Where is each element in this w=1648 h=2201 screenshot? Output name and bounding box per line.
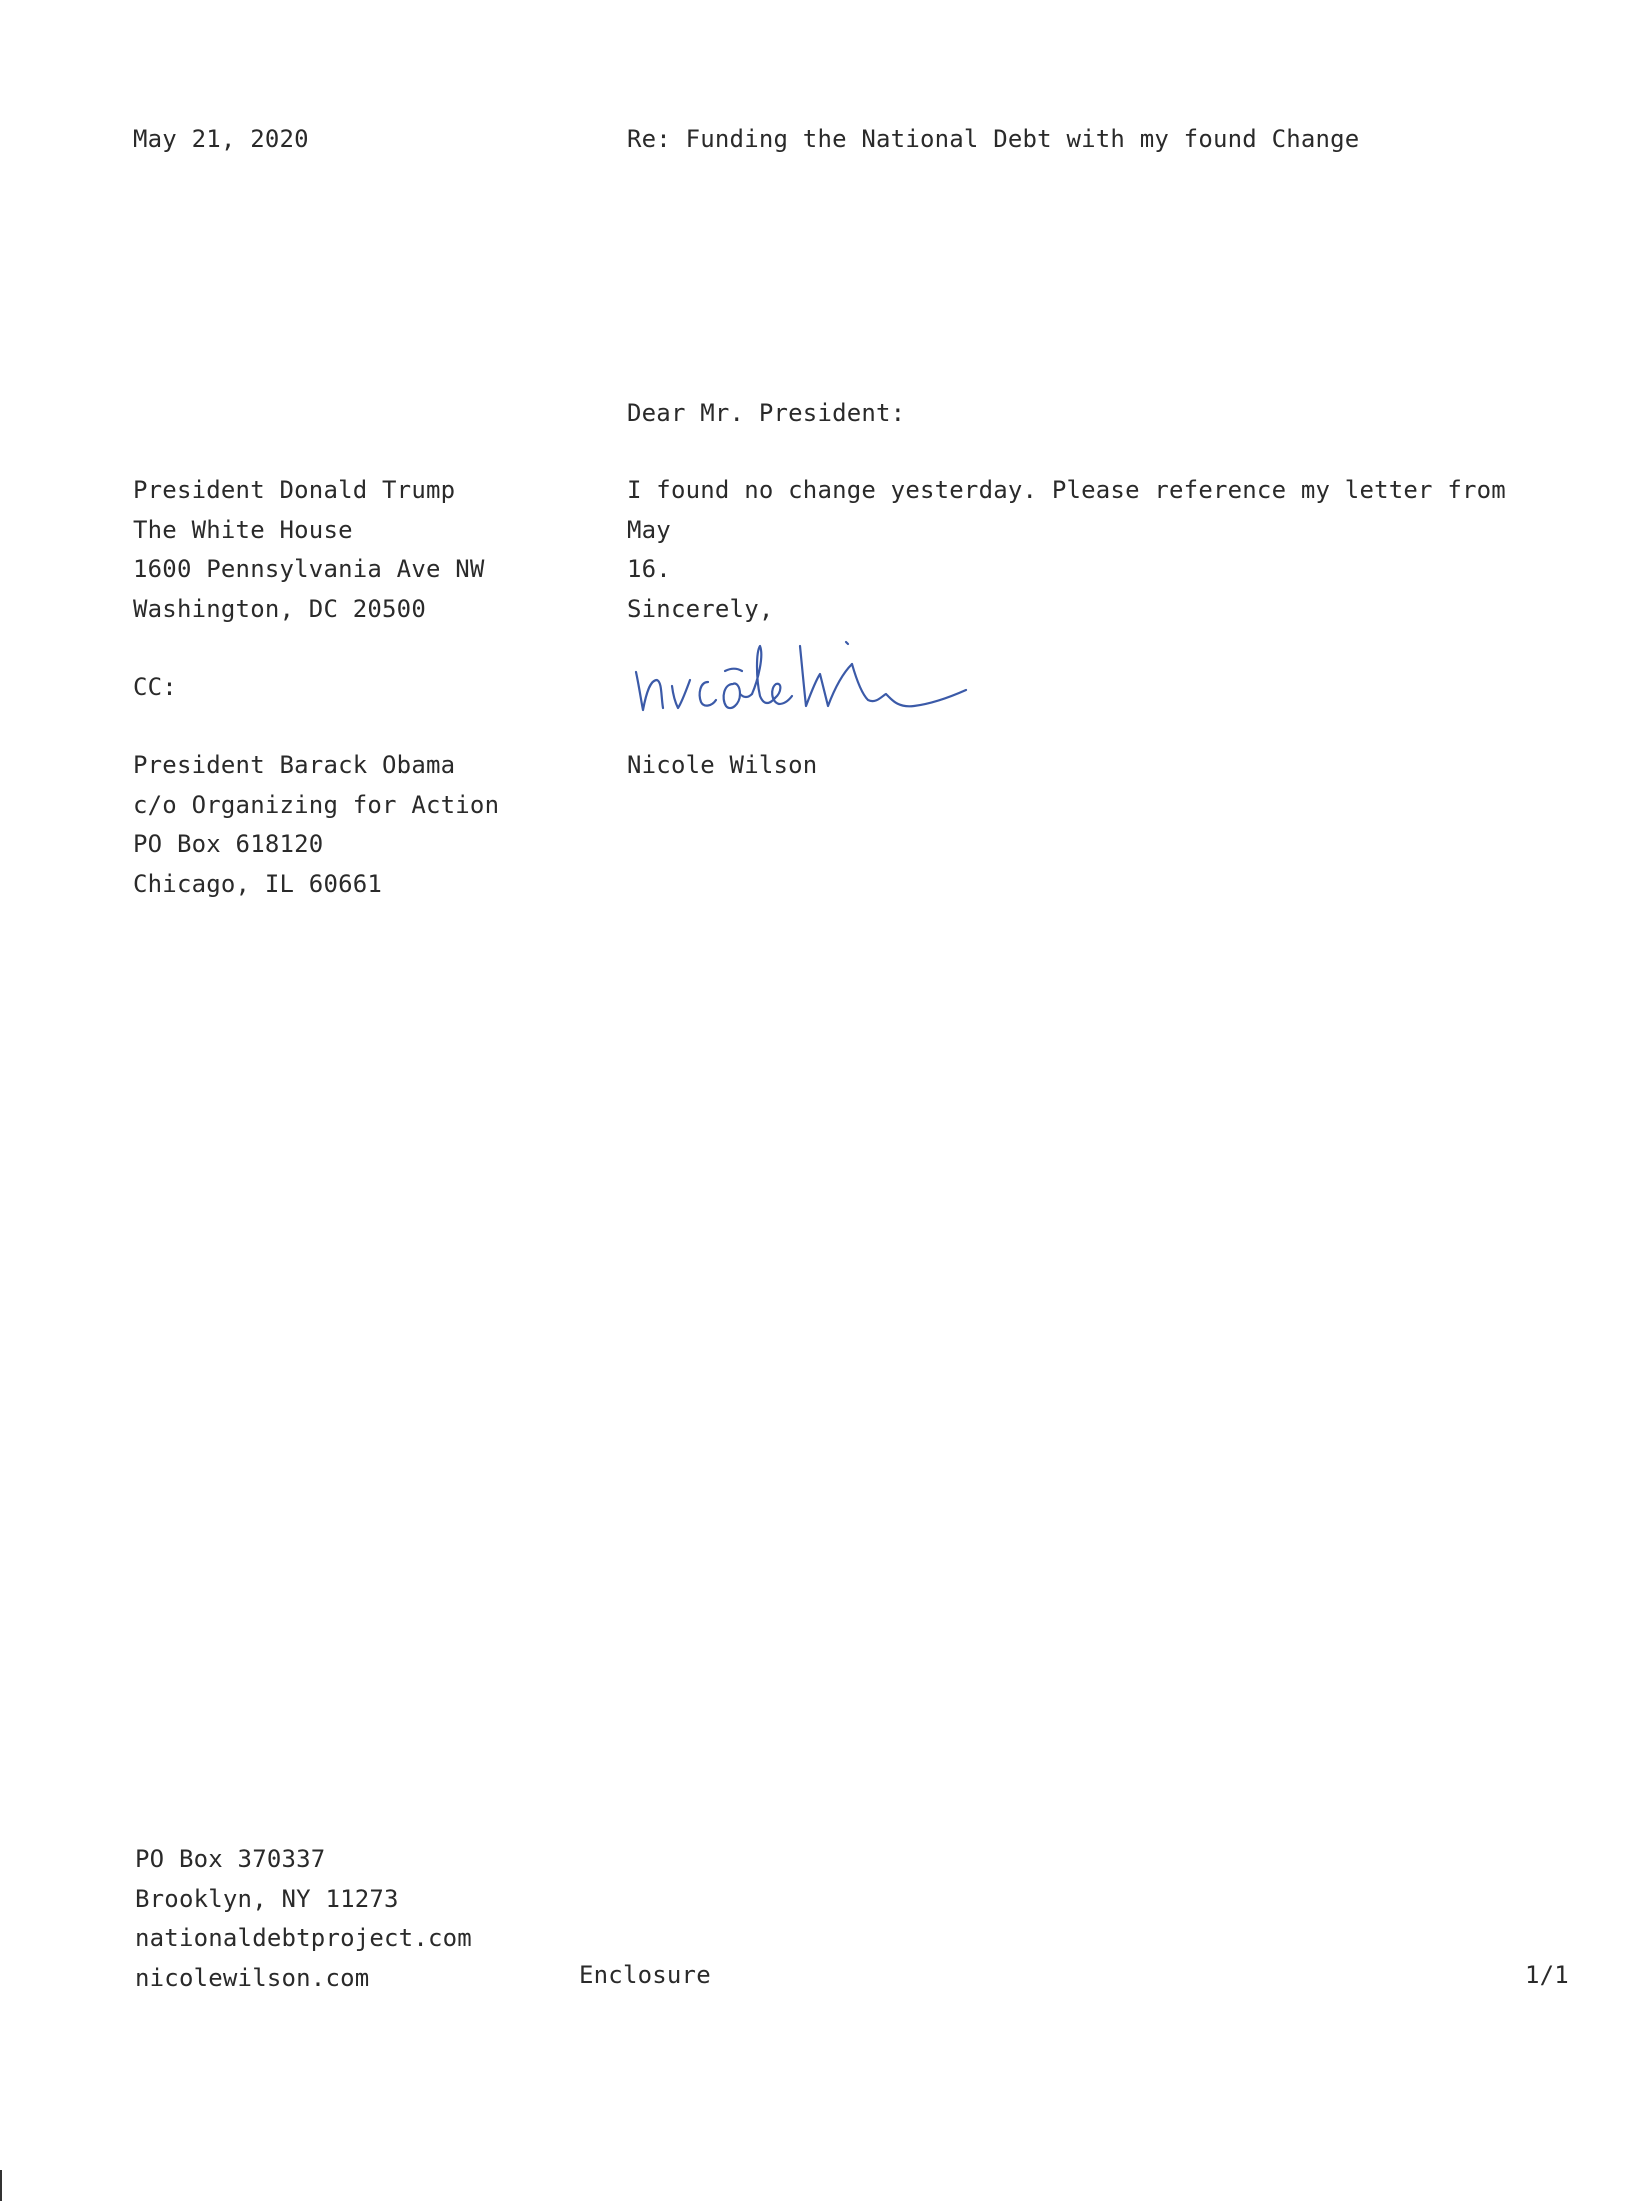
- sender-po-box: PO Box 370337: [135, 1845, 326, 1873]
- body-line: I found no change yesterday. Please reference my letter from May: [627, 476, 1506, 544]
- cc-recipient-po-box: PO Box 618120: [133, 830, 324, 858]
- recipient-street: 1600 Pennsylvania Ave NW: [133, 555, 485, 583]
- signer-name: Nicole Wilson: [627, 751, 818, 779]
- cc-recipient-address: [133, 746, 499, 904]
- scan-edge-mark: [0, 2170, 2, 2201]
- page-number: 1/1: [1525, 1961, 1569, 1989]
- cc-label: CC:: [133, 673, 177, 701]
- cc-recipient-name: President Barack Obama: [133, 751, 456, 779]
- letter-body: [627, 471, 1527, 590]
- body-line: 16.: [627, 555, 671, 583]
- salutation: Dear Mr. President:: [627, 399, 906, 427]
- sender-city: Brooklyn, NY 11273: [135, 1884, 399, 1913]
- sender-website: nationaldebtproject.com: [135, 1924, 472, 1952]
- letter-subject: Re: Funding the National Debt with my found Change: [627, 125, 1360, 153]
- cc-recipient-organization: c/o Organizing for Action: [133, 790, 500, 819]
- recipient-organization: The White House: [133, 515, 353, 544]
- signature-strokes: [636, 642, 966, 710]
- sender-website: nicolewilson.com: [135, 1963, 370, 1992]
- recipient-name: President Donald Trump: [133, 476, 456, 504]
- recipient-address: [133, 471, 485, 629]
- recipient-city: Washington, DC 20500: [133, 594, 426, 623]
- signature-image: [630, 628, 975, 724]
- closing: Sincerely,: [627, 595, 774, 623]
- enclosure-note: Enclosure: [579, 1961, 711, 1989]
- cc-recipient-city: Chicago, IL 60661: [133, 869, 383, 898]
- sender-address: [135, 1840, 472, 1998]
- letter-date: May 21, 2020: [133, 125, 309, 153]
